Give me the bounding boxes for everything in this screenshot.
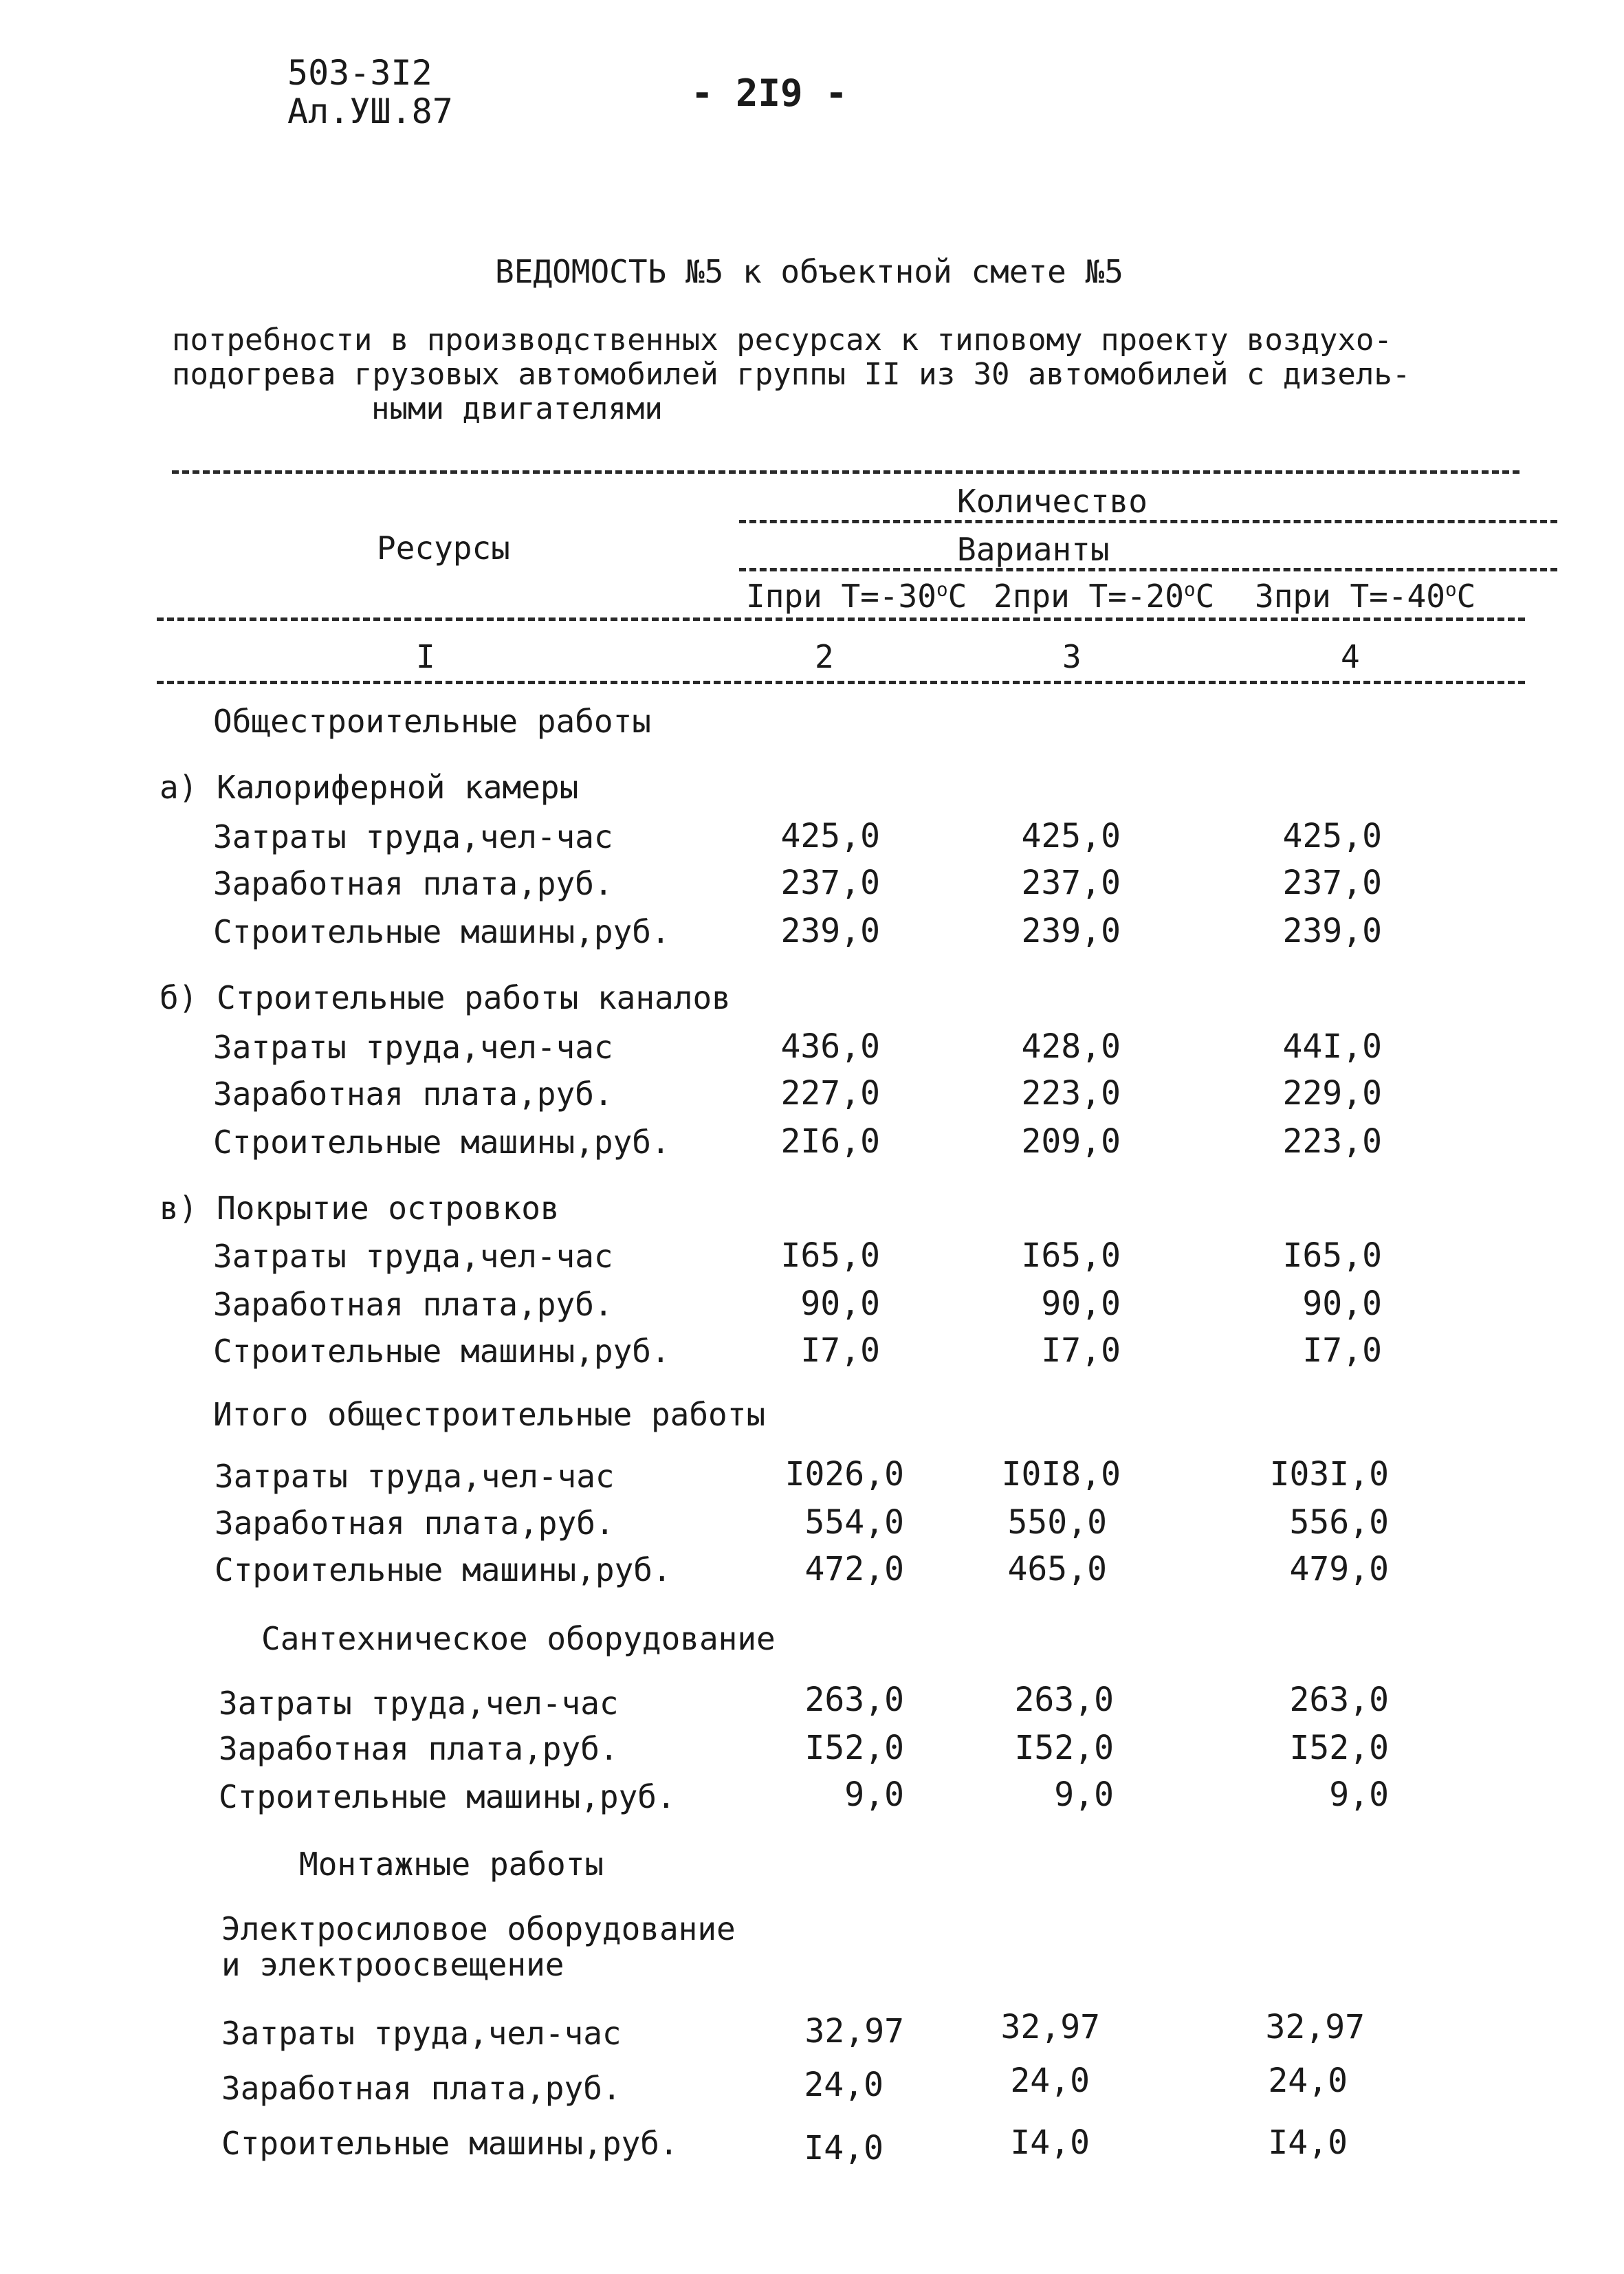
- value-variant-3: 223,0: [1282, 1122, 1382, 1161]
- value-variant-2: 263,0: [1014, 1681, 1114, 1719]
- value-variant-1: I65,0: [780, 1236, 880, 1275]
- value-variant-2: 24,0: [1010, 2062, 1090, 2100]
- value-variant-2: 9,0: [1054, 1775, 1114, 1814]
- row-label: Строительные машины,руб.: [219, 1778, 676, 1815]
- header-rule-top: [172, 470, 1519, 474]
- value-variant-2: I0I8,0: [1001, 1455, 1121, 1494]
- section-title: в) Покрытие островков: [160, 1190, 560, 1227]
- header-rule-middle: [157, 617, 1525, 621]
- header-rule-bottom: [157, 681, 1525, 684]
- value-variant-1: 425,0: [780, 817, 880, 855]
- row-label: Затраты труда,чел-час: [219, 1685, 619, 1722]
- variant-2-header: [994, 578, 1214, 615]
- value-variant-2: I7,0: [1041, 1331, 1121, 1370]
- value-variant-3: 237,0: [1282, 864, 1382, 902]
- row-label: Заработная плата,руб.: [215, 1505, 615, 1542]
- unit-label: C: [1456, 578, 1476, 615]
- value-variant-3: 44I,0: [1282, 1027, 1382, 1066]
- section-title: Общестроительные работы: [213, 703, 651, 740]
- value-variant-2: 239,0: [1021, 912, 1121, 950]
- variant-3-label: 3при T=-40: [1255, 578, 1445, 615]
- value-variant-1: 239,0: [780, 912, 880, 950]
- document-code-line1: 503-3I2: [287, 53, 432, 93]
- document-title: ВЕДОМОСТЬ №5 к объектной смете №5: [495, 253, 1123, 290]
- row-label: Заработная плата,руб.: [213, 865, 613, 902]
- value-variant-2: 465,0: [1007, 1550, 1107, 1588]
- column-number-2: 2: [815, 638, 834, 675]
- section-title-line2: и электроосвещение: [221, 1946, 564, 1983]
- value-variant-1: 2I6,0: [780, 1122, 880, 1161]
- value-variant-3: I03I,0: [1269, 1455, 1389, 1494]
- value-variant-1: 554,0: [804, 1503, 904, 1542]
- row-label: Затраты труда,чел-час: [221, 2015, 622, 2052]
- value-variant-3: I4,0: [1268, 2123, 1348, 2162]
- degree-mark: o: [1445, 578, 1457, 601]
- value-variant-1: 237,0: [780, 864, 880, 902]
- section-title: Монтажные работы: [299, 1846, 604, 1883]
- document-subtitle: [172, 323, 1410, 426]
- value-variant-1: I026,0: [784, 1455, 904, 1494]
- degree-mark: o: [936, 578, 948, 601]
- value-variant-2: 223,0: [1021, 1074, 1121, 1113]
- document-code: [287, 54, 453, 131]
- subtitle-line: потребности в производственных ресурсах к типовому проекту воздухо-: [172, 322, 1392, 358]
- variant-3-header: [1255, 578, 1475, 615]
- value-variant-3: 556,0: [1289, 1503, 1389, 1542]
- value-variant-1: 263,0: [804, 1681, 904, 1719]
- value-variant-2: 428,0: [1021, 1027, 1121, 1066]
- value-variant-1: 227,0: [780, 1074, 880, 1113]
- value-variant-1: I52,0: [804, 1729, 904, 1767]
- row-label: Затраты труда,чел-час: [215, 1458, 615, 1495]
- row-label: Заработная плата,руб.: [219, 1730, 619, 1767]
- subtitle-line: ными двигателями: [371, 391, 663, 426]
- subtitle-line: подогрева грузовых автомобилей группы II из 30 автомобилей с дизель-: [172, 357, 1411, 392]
- value-variant-3: 24,0: [1268, 2062, 1348, 2100]
- quantity-header: Количество: [957, 483, 1148, 520]
- value-variant-3: I7,0: [1302, 1331, 1382, 1370]
- section-title: б) Строительные работы каналов: [160, 979, 731, 1016]
- unit-label: C: [1195, 578, 1215, 615]
- row-label: Затраты труда,чел-час: [213, 1238, 613, 1275]
- value-variant-1: 472,0: [804, 1550, 904, 1588]
- row-label: Строительные машины,руб.: [213, 913, 670, 950]
- value-variant-1: I4,0: [804, 2129, 884, 2167]
- value-variant-2: 209,0: [1021, 1122, 1121, 1161]
- value-variant-3: 90,0: [1302, 1284, 1382, 1323]
- value-variant-1: 24,0: [804, 2066, 884, 2104]
- row-label: Строительные машины,руб.: [213, 1124, 670, 1161]
- row-label: Заработная плата,руб.: [213, 1286, 613, 1323]
- value-variant-2: 550,0: [1007, 1503, 1107, 1542]
- section-title: Электросиловое оборудование: [221, 1910, 736, 1947]
- value-variant-3: 479,0: [1289, 1550, 1389, 1588]
- quantity-rule: [739, 520, 1557, 523]
- value-variant-3: I52,0: [1289, 1729, 1389, 1767]
- section-title: Сантехническое оборудование: [261, 1620, 776, 1657]
- column-number-1: I: [416, 638, 435, 675]
- page-number: - 2I9 -: [691, 72, 848, 115]
- row-label: Затраты труда,чел-час: [213, 818, 613, 855]
- value-variant-1: 90,0: [800, 1284, 880, 1323]
- row-label: Заработная плата,руб.: [213, 1075, 613, 1113]
- value-variant-1: 9,0: [844, 1775, 904, 1814]
- value-variant-3: 425,0: [1282, 817, 1382, 855]
- row-label: Заработная плата,руб.: [221, 2070, 622, 2107]
- degree-mark: o: [1183, 578, 1196, 601]
- row-label: Затраты труда,чел-час: [213, 1029, 613, 1066]
- variants-rule: [739, 568, 1557, 571]
- variant-1-label: Iпри T=-30: [746, 578, 936, 615]
- value-variant-3: 229,0: [1282, 1074, 1382, 1113]
- column-number-3: 3: [1062, 638, 1082, 675]
- value-variant-2: 237,0: [1021, 864, 1121, 902]
- row-label: Строительные машины,руб.: [215, 1551, 672, 1588]
- section-title: а) Калориферной камеры: [160, 769, 579, 806]
- value-variant-3: 239,0: [1282, 912, 1382, 950]
- value-variant-2: I65,0: [1021, 1236, 1121, 1275]
- value-variant-3: I65,0: [1282, 1236, 1382, 1275]
- value-variant-2: 32,97: [1000, 2008, 1100, 2046]
- column-number-4: 4: [1341, 638, 1360, 675]
- row-label: Строительные машины,руб.: [221, 2125, 679, 2162]
- value-variant-2: I52,0: [1014, 1729, 1114, 1767]
- variant-2-label: 2при T=-20: [994, 578, 1184, 615]
- document-code-line2: Ал.УШ.87: [287, 91, 453, 131]
- value-variant-1: 436,0: [780, 1027, 880, 1066]
- value-variant-3: 263,0: [1289, 1681, 1389, 1719]
- variants-header: Варианты: [957, 531, 1110, 568]
- unit-label: C: [947, 578, 967, 615]
- variant-1-header: [746, 578, 967, 615]
- value-variant-3: 32,97: [1265, 2008, 1365, 2046]
- resources-header: Ресурсы: [377, 529, 510, 567]
- value-variant-2: I4,0: [1010, 2123, 1090, 2162]
- value-variant-1: 32,97: [804, 2012, 904, 2051]
- value-variant-2: 90,0: [1041, 1284, 1121, 1323]
- value-variant-3: 9,0: [1329, 1775, 1389, 1814]
- value-variant-2: 425,0: [1021, 817, 1121, 855]
- row-label: Строительные машины,руб.: [213, 1333, 670, 1370]
- section-title: Итого общестроительные работы: [213, 1396, 766, 1433]
- value-variant-1: I7,0: [800, 1331, 880, 1370]
